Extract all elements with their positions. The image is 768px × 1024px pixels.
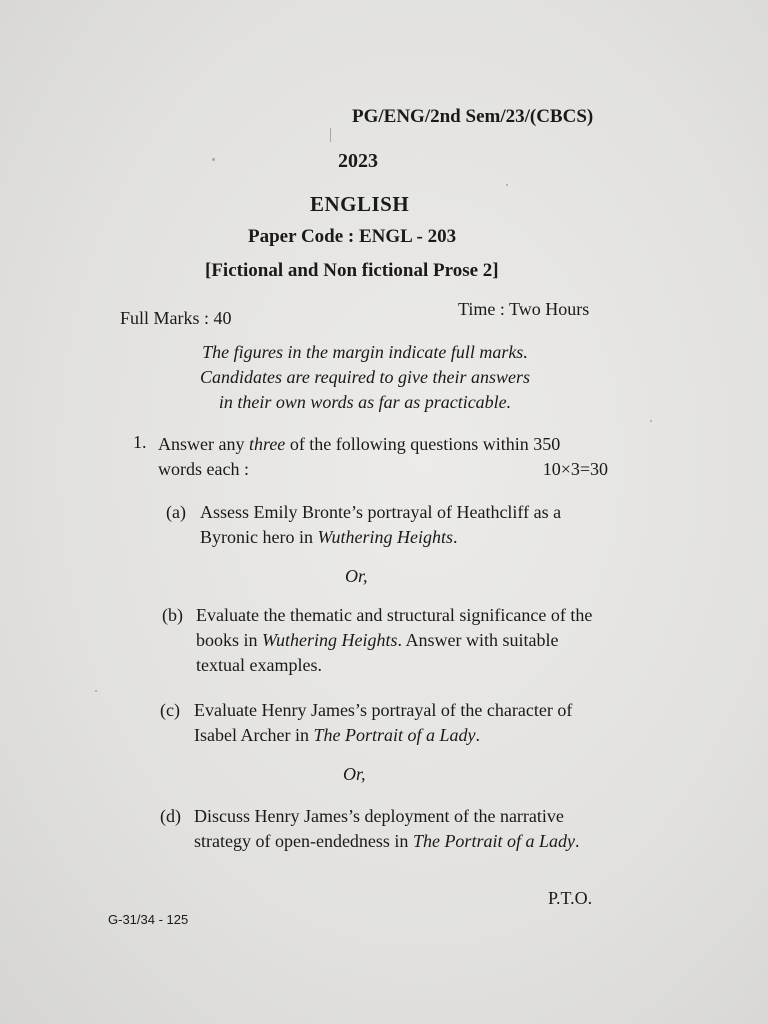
option-label: (d) [160, 806, 181, 826]
option-text-end: . [452, 527, 458, 547]
or-separator: Or, [345, 566, 368, 586]
option-text: Evaluate Henry James’s portrayal of the character of Isabel Archer in [194, 700, 573, 745]
option-c [160, 698, 608, 748]
instruction-line: Candidates are required to give their answers [200, 367, 530, 387]
option-text: Assess Emily Bronte’s portrayal of Heathcliff as a Byronic hero in [200, 502, 562, 547]
paper-title: [Fictional and Non fictional Prose 2] [205, 260, 499, 281]
question-number: 1. [133, 432, 147, 452]
option-text-end: . [475, 725, 480, 745]
scan-speck [650, 420, 652, 422]
scan-speck [506, 184, 508, 186]
option-b [162, 603, 608, 678]
option-book-title: Wuthering Heights [317, 527, 453, 547]
paper-code: Paper Code : ENGL - 203 [248, 226, 457, 247]
option-d [160, 804, 608, 854]
option-text-end: . [574, 831, 580, 851]
instruction-line: The figures in the margin indicate full marks. [202, 342, 528, 362]
option-text-end: . Answer with suitable textual examples. [196, 630, 559, 675]
instructions [160, 340, 570, 415]
exam-year: 2023 [338, 150, 378, 172]
question-marks: 10×3=30 [542, 459, 608, 479]
exam-time: Time : Two Hours [458, 299, 590, 319]
option-label: (a) [166, 502, 186, 522]
scan-speck [95, 690, 97, 692]
question-text: Answer any [158, 434, 249, 454]
scan-speck [330, 128, 331, 142]
option-label: (c) [160, 700, 180, 720]
option-a [166, 500, 608, 550]
pto-label: P.T.O. [548, 888, 593, 908]
course-code: PG/ENG/2nd Sem/23/(CBCS) [352, 106, 594, 127]
option-book-title: The Portrait of a Lady [412, 831, 575, 851]
question-text-rest: of the following questions within 350 words each : [158, 434, 561, 479]
scan-speck [212, 158, 215, 161]
option-book-title: The Portrait of a Lady [313, 725, 476, 745]
subject-title: ENGLISH [310, 192, 410, 216]
or-separator: Or, [343, 764, 366, 784]
instruction-line: in their own words as far as practicable. [218, 392, 512, 412]
option-text: Discuss Henry James’s deployment of the narrative strategy of open-endedness in [194, 806, 564, 851]
footer-code: G-31/34 - 125 [108, 912, 189, 927]
option-label: (b) [162, 605, 183, 625]
question-stem [158, 432, 608, 482]
full-marks: Full Marks : 40 [120, 308, 232, 328]
option-text: Evaluate the thematic and structural significance of the books in [196, 605, 593, 650]
question-emphasis: three [248, 434, 286, 454]
option-book-title: Wuthering Heights [262, 630, 398, 650]
